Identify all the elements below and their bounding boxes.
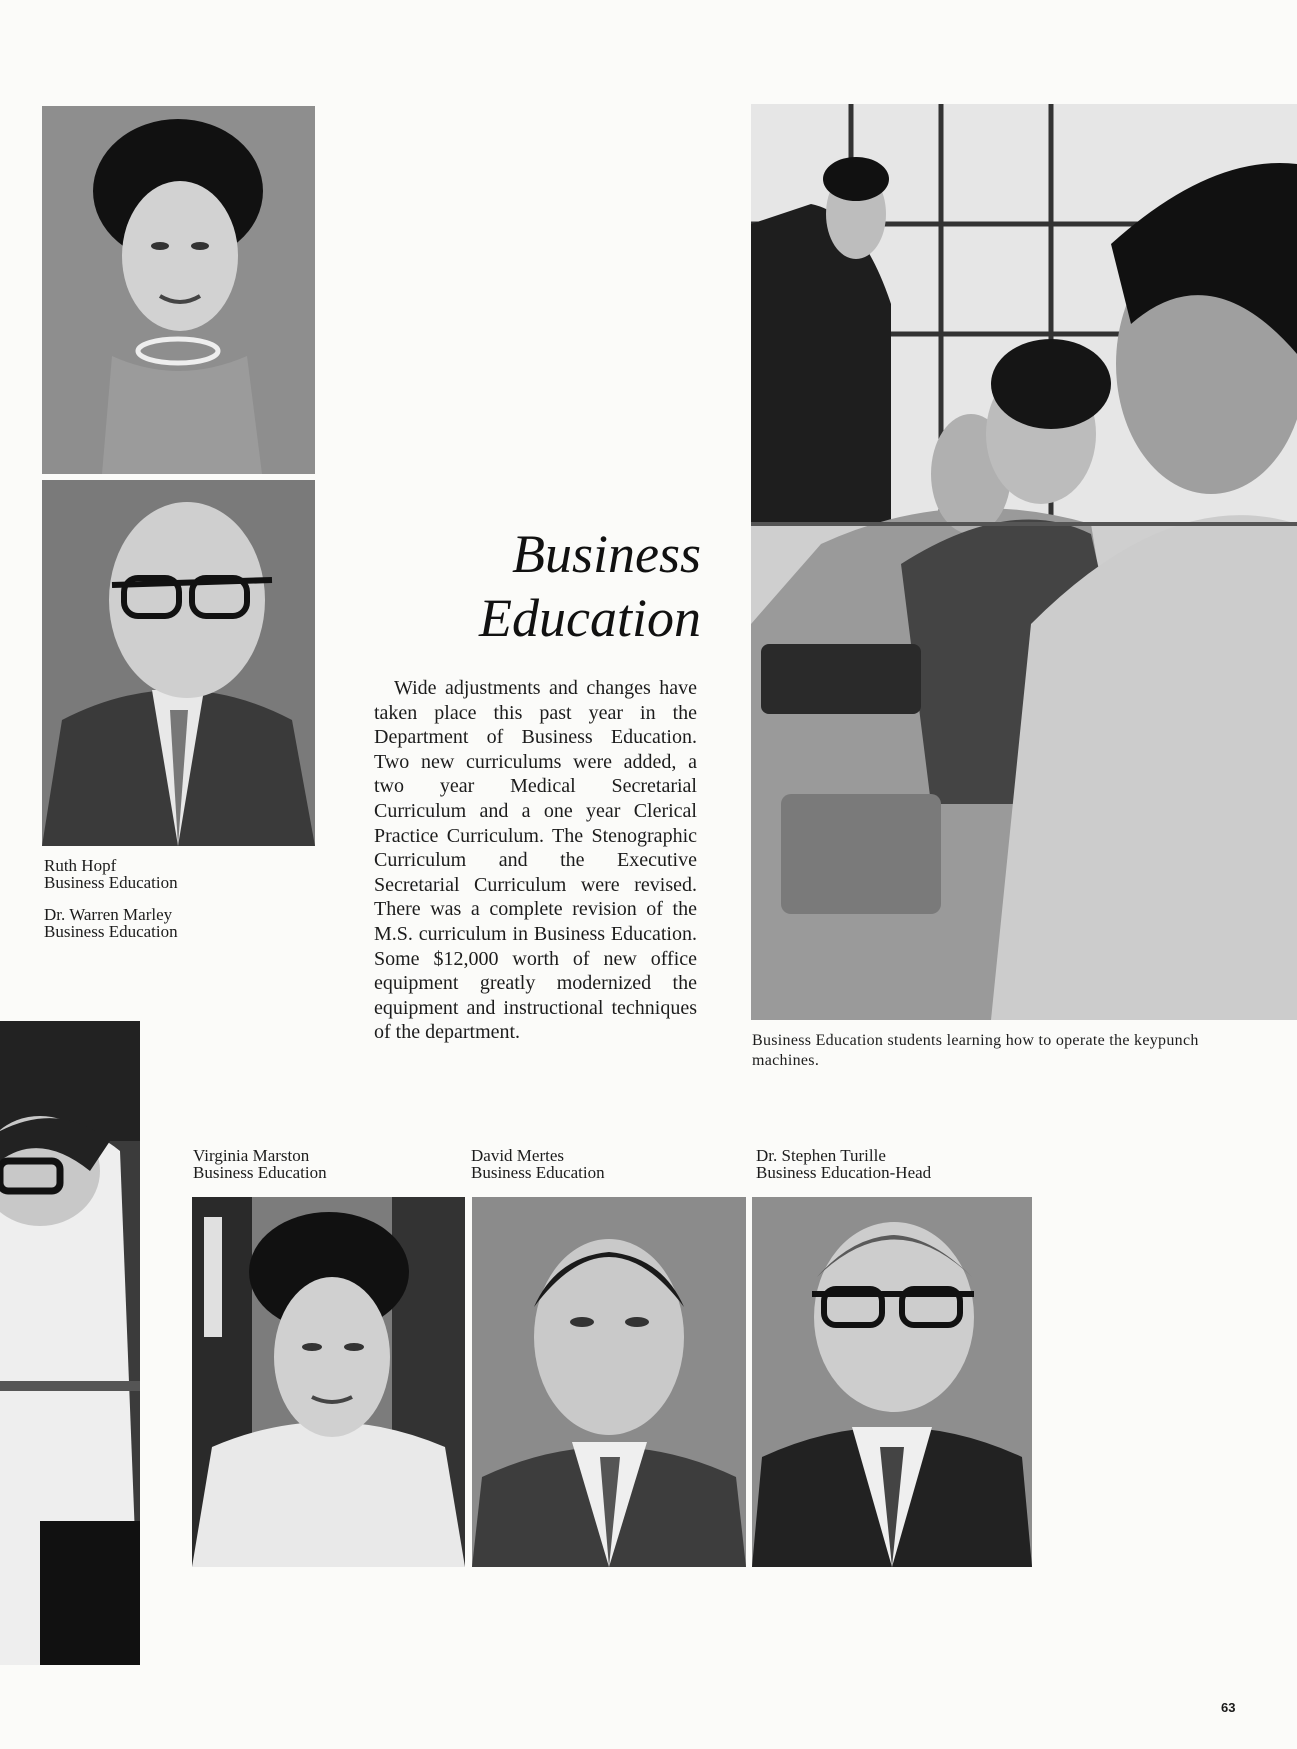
faculty-name: David Mertes xyxy=(471,1146,565,1165)
faculty-dept: Business Education xyxy=(471,1163,605,1182)
keypunch-photo-caption: Business Education students learning how to operate the keypunch machines. xyxy=(752,1032,1199,1069)
caption-ruth-hopf xyxy=(44,857,178,891)
faculty-name: Dr. Warren Marley xyxy=(44,905,173,924)
faculty-name: Dr. Stephen Turille xyxy=(756,1146,886,1165)
portrait-warren-marley xyxy=(42,480,315,846)
student-at-machine-photo xyxy=(0,1021,140,1665)
faculty-dept: Business Education-Head xyxy=(756,1163,932,1182)
caption-virginia-marston xyxy=(193,1147,327,1181)
caption-stephen-turille xyxy=(756,1147,931,1181)
section-title-line-2: Education xyxy=(479,588,701,648)
portrait-virginia-marston xyxy=(192,1197,465,1567)
faculty-dept: Business Education xyxy=(193,1163,327,1182)
caption-warren-marley xyxy=(44,906,178,940)
faculty-name: Virginia Marston xyxy=(193,1146,310,1165)
department-description: Wide adjustments and changes have taken place this past year in the Department of Business Education. Two new curriculums were added, a two year Medical Secretarial Curriculum and a one year Clerical Practice Curriculum. The Stenographic Curriculum and the Executive Secretarial Curriculum were revised. There was a complete revision of the M.S. curriculum in Business Education. Some $12,000 worth of new office equipment greatly modernized the equipment and instructional techniques of the department. xyxy=(374,677,697,1044)
keypunch-classroom-photo xyxy=(751,104,1297,1020)
portrait-ruth-hopf xyxy=(42,106,315,474)
faculty-name: Ruth Hopf xyxy=(44,856,117,875)
faculty-dept: Business Education xyxy=(44,873,178,892)
page-number: 63 xyxy=(1221,1700,1236,1715)
portrait-stephen-turille xyxy=(752,1197,1032,1567)
section-title-line-1: Business xyxy=(512,524,701,584)
caption-david-mertes xyxy=(471,1147,605,1181)
section-title xyxy=(479,522,701,650)
portrait-david-mertes xyxy=(472,1197,746,1567)
faculty-dept: Business Education xyxy=(44,922,178,941)
